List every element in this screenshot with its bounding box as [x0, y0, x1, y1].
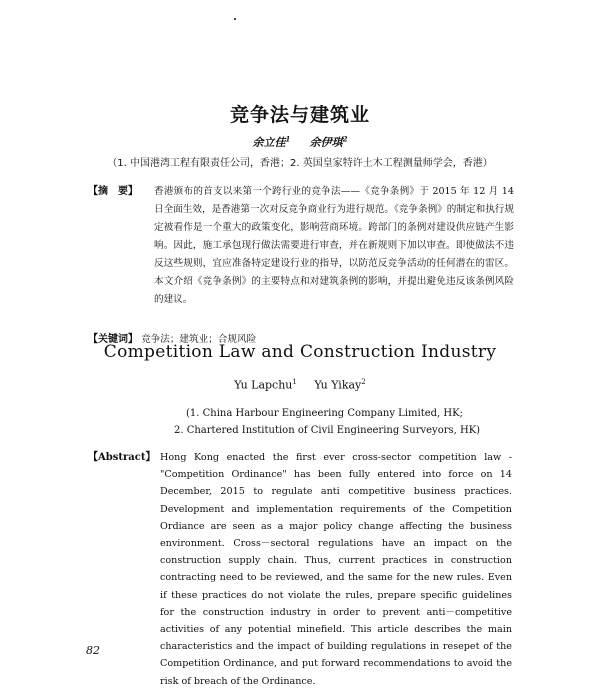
scan-dot: [234, 18, 236, 20]
english-abstract-text: Hong Kong enacted the first ever cross-sector competition law - "Competition Ordinance" has been fully entered into force on 14 December, 2015 to regulate anti competitive business practices. Development and implementation requirements of the Competition Ordiance are seen as a major policy change affecting the business environment. Cross－sectoral regulations have an impact on the construction supply chain. Thus, current practices in construction contracting need to be reviewed, and the same for the new rules. Even if these practices do not violate the rules, prepare specific guidelines for the construction industry in order to prevent anti－competitive activities of any potential minefield. This article describes the main characteristics and the impact of building regulations in resepet of the Competition Ordinance, and put forward recommendations to avoid the risk of breach of the Ordinance.: [160, 452, 512, 687]
author-cn-1: 余立佳: [252, 136, 286, 149]
author-cn-2: 余伊琪: [309, 136, 343, 149]
chinese-title: 竞争法与建筑业: [229, 104, 370, 126]
english-abstract-label: 【Abstract】: [88, 452, 156, 463]
author-en-1-sup: 1: [292, 378, 297, 386]
chinese-abstract-text: 香港颁布的首支以来第一个跨行业的竞争法——《竞争条例》于 2015 年 12 月 14 日全面生效，是香港第一次对反竞争商业行为进行规范。《竞争条例》的制定和执行规定被看作是一个重大的政策变化，影响营商环境。跨部门的条例对建设供应链产生影响。因此，施工承包现行做法需要进行审查，并在新规则下加以审查。即使做法不违反这些规则，宜应准备特定建设行业的指导，以防范反竞争活动的任何潜在的雷区。本文介绍《竞争条例》的主要特点和对建筑条例的影响，并提出避免违反该条例风险的建议。: [154, 186, 514, 305]
chinese-authors: [0, 134, 600, 150]
author-en-2-sup: 2: [361, 378, 366, 386]
page-number: 82: [86, 644, 100, 657]
chinese-affiliation: （1. 中国港湾工程有限责任公司，香港；2. 英国皇家特许土木工程测量师学会，香港）: [107, 158, 493, 169]
english-title: Competition Law and Construction Industry: [103, 342, 497, 362]
chinese-abstract-label: 【摘 要】: [88, 186, 138, 197]
english-affiliation: [174, 405, 514, 439]
author-cn-1-sup: 1: [285, 134, 291, 144]
english-affiliation-line-2: 2. Chartered Institution of Civil Engineering Surveyors, HK): [174, 425, 481, 436]
author-cn-2-sup: 2: [342, 134, 348, 144]
english-abstract: [88, 449, 518, 690]
english-authors: [0, 378, 600, 392]
author-en-1: Yu Lapchu: [234, 378, 293, 392]
chinese-abstract: [88, 183, 518, 309]
chinese-keywords-label: 【关键词】: [88, 334, 138, 345]
english-affiliation-line-1: (1. China Harbour Engineering Company Limited, HK;: [186, 408, 463, 419]
author-en-2: Yu Yikay: [314, 378, 362, 392]
chinese-keywords-text: 竞争法；建筑业；合规风险: [141, 334, 257, 345]
